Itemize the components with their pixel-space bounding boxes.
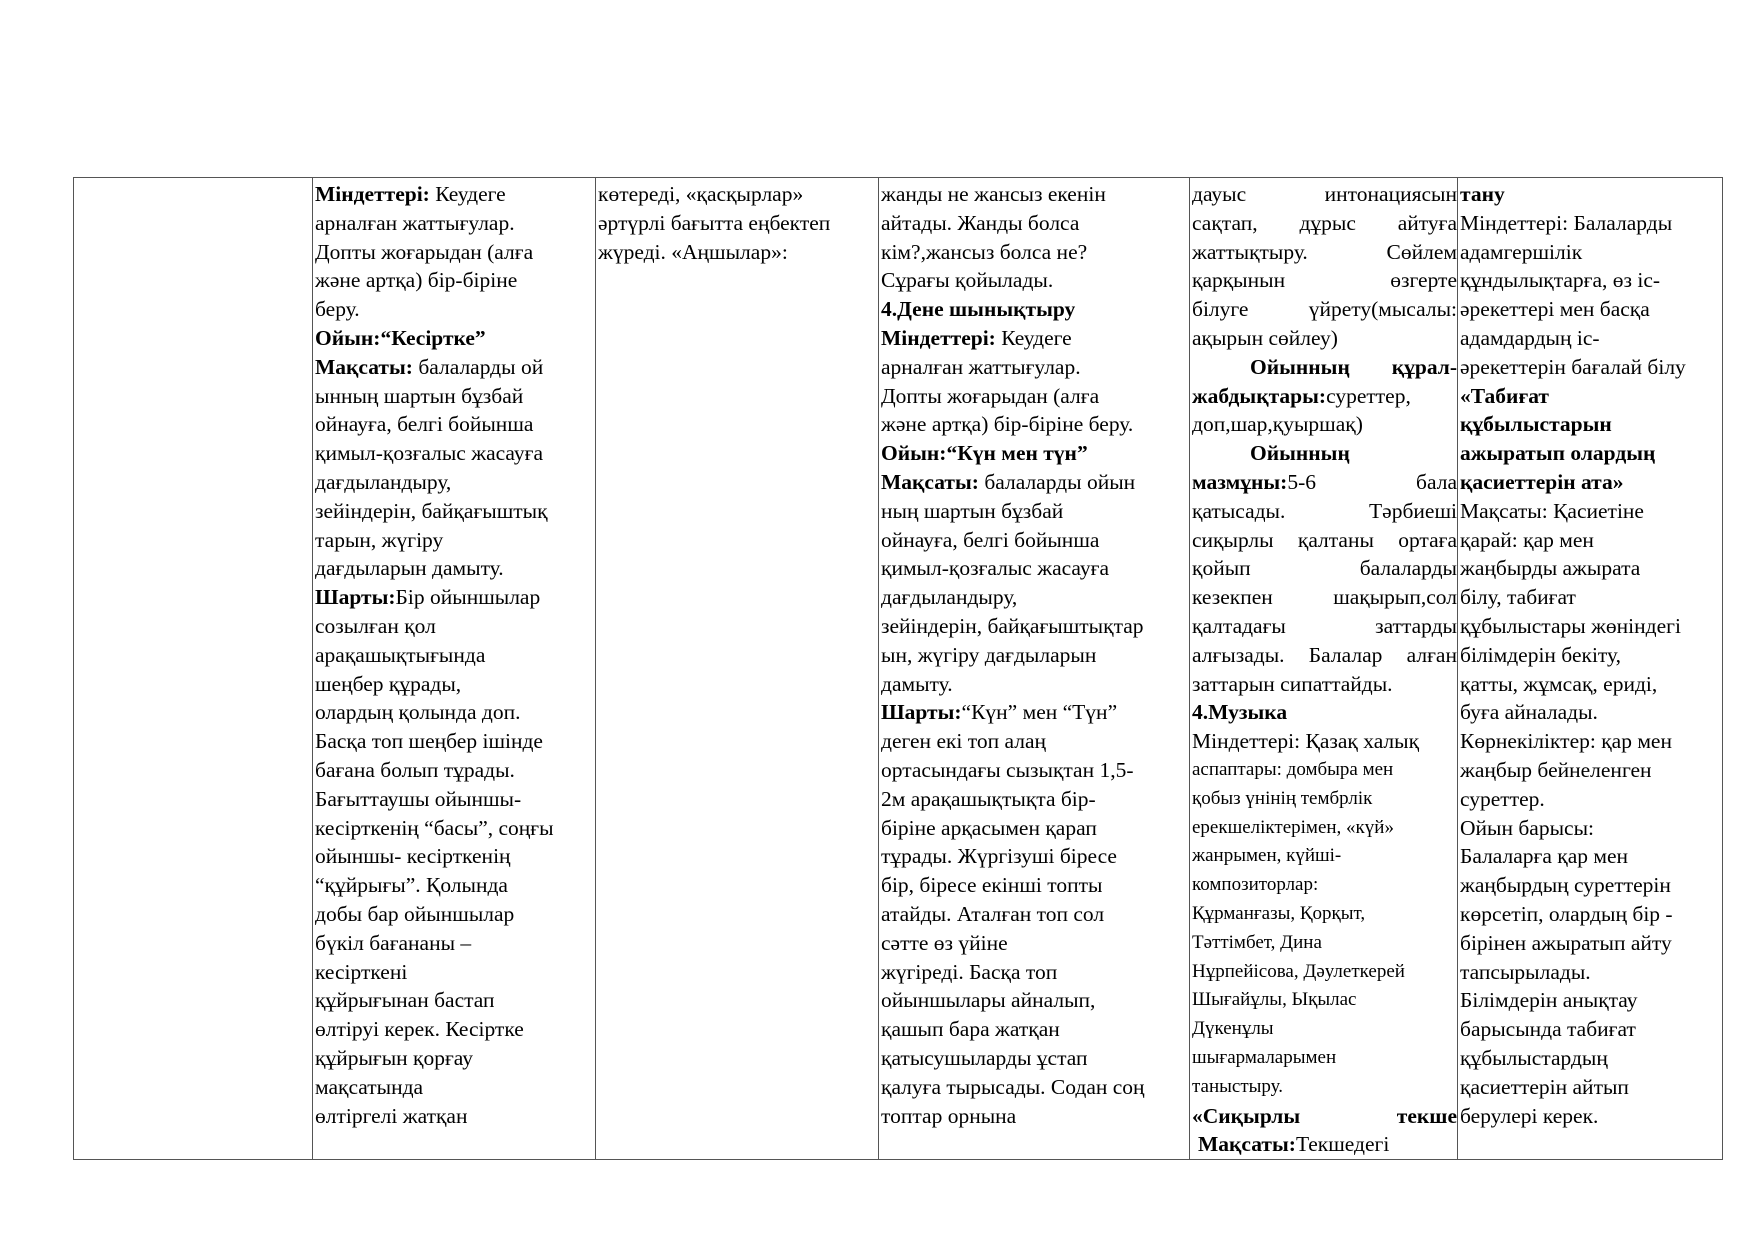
table-cell-col6 — [1458, 178, 1723, 1160]
text-line — [1192, 468, 1457, 497]
text-line — [881, 842, 1189, 871]
text-line — [1192, 814, 1457, 843]
text-line — [1460, 238, 1722, 267]
text-line — [1192, 1102, 1457, 1131]
text: балаларды ой — [412, 354, 544, 379]
text-line — [881, 1073, 1189, 1102]
text-line — [1192, 295, 1457, 324]
text: Дүкенұлы — [1192, 1018, 1274, 1040]
text-line — [1192, 785, 1457, 814]
text: ын, жүгіру дағдыларын — [881, 642, 1097, 667]
text: Ойын барысы: — [1460, 815, 1594, 840]
text: біріне арқасымен қарап — [881, 815, 1097, 840]
text-line — [1460, 1015, 1722, 1044]
text-line — [1460, 641, 1722, 670]
text: балаларды ойын — [978, 469, 1136, 494]
text: жаңбырдың суреттерін — [1460, 873, 1671, 898]
text: құйрығынан бастап — [315, 988, 495, 1013]
text: сақтап, дұрыс айтуға — [1192, 210, 1457, 235]
text: қарай: қар мен — [1460, 527, 1594, 552]
text-line — [881, 410, 1189, 439]
text-line — [315, 929, 595, 958]
bold-text: Шарты: — [881, 700, 962, 725]
text-line — [881, 958, 1189, 987]
text: білімдерін бекіту, — [1460, 642, 1622, 667]
bold-text: құбылыстарын — [1460, 412, 1612, 437]
text-line — [1192, 670, 1457, 699]
text-line — [1192, 324, 1457, 353]
text-line — [881, 266, 1189, 295]
text: “Күн” мен “Түн” — [961, 700, 1118, 725]
text: бағана болып тұрады. — [315, 757, 515, 782]
bold-text: 4.Музыка — [1192, 700, 1288, 725]
text-line — [1192, 958, 1457, 987]
text-line — [1192, 497, 1457, 526]
text: бүкіл бағананы – — [315, 930, 472, 955]
text: кесірткені — [315, 959, 408, 984]
text-line — [1460, 756, 1722, 785]
text-line — [598, 180, 878, 209]
text-line — [881, 238, 1189, 267]
text-line — [881, 785, 1189, 814]
text: Нұрпейісова, Дәулеткерей — [1192, 960, 1405, 982]
text-line — [1192, 871, 1457, 900]
text: және артқа) бір-біріне — [315, 268, 518, 293]
text: Допты жоғарыдан (алға — [881, 383, 1100, 408]
text-line — [881, 986, 1189, 1015]
table-cell-col4 — [879, 178, 1190, 1160]
text: жанрымен, күйші- — [1192, 845, 1342, 867]
text-line — [1192, 583, 1457, 612]
text-line — [315, 756, 595, 785]
text: созылған қол — [315, 613, 436, 638]
text-line — [1460, 583, 1722, 612]
text: қарқынын өзгерте — [1192, 268, 1457, 293]
text-line — [881, 698, 1189, 727]
text-line — [1192, 756, 1457, 785]
text-line — [315, 497, 595, 526]
text: Көрнекіліктер: қар мен — [1460, 729, 1672, 754]
text-line — [1460, 266, 1722, 295]
table-row — [74, 178, 1723, 1160]
text-line — [1192, 900, 1457, 929]
text-line — [315, 1102, 595, 1131]
text: Құрманғазы, Қорқыт, — [1192, 902, 1366, 924]
text: жүреді. «Аңшылар»: — [598, 239, 788, 264]
text: қатысады. Тәрбиеші — [1192, 498, 1457, 523]
text-line — [1460, 526, 1722, 555]
text-line — [315, 986, 595, 1015]
text: өлтіргелі жатқан — [315, 1103, 468, 1128]
text-line — [881, 353, 1189, 382]
text: қойып балаларды — [1192, 556, 1457, 581]
text: композиторлар: — [1192, 874, 1319, 896]
text-line — [881, 670, 1189, 699]
text: жаңбыр бейнеленген — [1460, 757, 1652, 782]
text-line — [1460, 842, 1722, 871]
text-line — [881, 641, 1189, 670]
text-line — [1192, 554, 1457, 583]
text: барысында табиғат — [1460, 1017, 1636, 1042]
text: аспаптары: домбыра мен — [1192, 758, 1394, 780]
text: Текшедегі — [1295, 1132, 1390, 1157]
text: сиқырлы қалтаны ортаға — [1192, 527, 1457, 552]
text: дағдыландыру, — [881, 585, 1018, 610]
text-line — [1192, 986, 1457, 1015]
text: “құйрығы”. Қолында — [315, 873, 508, 898]
text-line — [881, 295, 1189, 324]
text-line — [315, 238, 595, 267]
text-line — [1460, 382, 1722, 411]
text: ойыншылары айналып, — [881, 988, 1096, 1013]
text: әрекеттерін бағалай білу — [1460, 354, 1686, 379]
text-line — [881, 180, 1189, 209]
text-line — [598, 238, 878, 267]
text: жанды не жансыз екенін — [881, 182, 1106, 206]
text-line — [881, 497, 1189, 526]
text: Балаларға қар мен — [1460, 844, 1629, 869]
text-line — [1192, 1073, 1457, 1102]
text: жаттықтыру. Сөйлем — [1192, 239, 1457, 264]
table-cell-col3 — [596, 178, 879, 1160]
text-line — [1192, 209, 1457, 238]
text-line — [1460, 439, 1722, 468]
text: Бағыттаушы ойыншы- — [315, 786, 522, 811]
text: арналған жаттығулар. — [881, 354, 1081, 379]
bold-text: Мақсаты: — [1198, 1132, 1296, 1157]
bold-text: Шарты: — [315, 585, 396, 610]
text: әрекеттері мен басқа — [1460, 297, 1650, 322]
text: адамдардың іс- — [1460, 325, 1600, 350]
text-line — [315, 958, 595, 987]
text-line — [881, 554, 1189, 583]
text-line — [1460, 698, 1722, 727]
table-cell-col1 — [74, 178, 313, 1160]
text-line — [1460, 1102, 1722, 1131]
text-line — [315, 698, 595, 727]
text: буға айналады. — [1460, 700, 1598, 725]
text-line — [315, 814, 595, 843]
text-line — [1192, 1130, 1457, 1159]
text-line — [315, 439, 595, 468]
text: ерекшеліктерімен, «күй» — [1192, 816, 1394, 838]
text: Бір ойыншылар — [395, 585, 541, 610]
text: дағдыларын дамыту. — [315, 556, 504, 581]
bold-text: Мақсаты: — [315, 354, 413, 379]
text: Допты жоғарыдан (алға — [315, 239, 534, 264]
text: добы бар ойыншылар — [315, 901, 515, 926]
text-line — [315, 670, 595, 699]
text: шығармаларымен — [1192, 1046, 1337, 1068]
text-line — [1460, 670, 1722, 699]
text-line — [315, 382, 595, 411]
text-line — [1460, 295, 1722, 324]
text: таныстыру. — [1192, 1075, 1284, 1097]
text: дауыс интонациясын — [1192, 182, 1457, 206]
text: дамыту. — [881, 671, 953, 696]
bold-text: «Табиғат — [1460, 383, 1549, 408]
text: қимыл-қозғалыс жасауға — [881, 556, 1109, 581]
text: алғызады. Балалар алған — [1192, 642, 1457, 667]
text: заттарын сипаттайды. — [1192, 671, 1393, 696]
text-line — [1460, 468, 1722, 497]
text-line — [1460, 324, 1722, 353]
text-line — [881, 439, 1189, 468]
text-line — [1192, 842, 1457, 871]
text-line — [881, 324, 1189, 353]
text-line — [881, 900, 1189, 929]
text: бірінен ажыратып айту — [1460, 930, 1672, 955]
text-line — [315, 554, 595, 583]
text: тұрады. Жүргізуші біресе — [881, 844, 1117, 869]
text-line — [1460, 986, 1722, 1015]
text: тарын, жүгіру — [315, 527, 444, 552]
text-line — [315, 1073, 595, 1102]
text-line — [1460, 1044, 1722, 1073]
text: кесірткенің “басы”, соңғы — [315, 815, 554, 840]
text-line — [1192, 1044, 1457, 1073]
bold-text: Ойын:“Күн мен түн” — [881, 441, 1088, 466]
text-line — [315, 209, 595, 238]
text: ынның шартын бұзбай — [315, 383, 524, 408]
text: Міндеттері: Қазақ халық — [1192, 729, 1420, 754]
table-cell-col5 — [1190, 178, 1458, 1160]
text-line — [881, 209, 1189, 238]
bold-text: қасиеттерін ата» — [1460, 469, 1624, 494]
text: Басқа топ шеңбер ішінде — [315, 729, 543, 754]
bold-text: 4.Дене шынықтыру — [881, 297, 1076, 322]
text: Міндеттері: Балаларды — [1460, 210, 1673, 235]
text-line — [1460, 727, 1722, 756]
text: құбылыстардың — [1460, 1045, 1608, 1070]
text: тапсырылады. — [1460, 959, 1591, 984]
bold-text: «Сиқырлы текше — [1192, 1103, 1457, 1128]
text-line — [315, 871, 595, 900]
text: жаңбырды ажырата — [1460, 556, 1641, 581]
text: Сұрағы қойылады. — [881, 268, 1054, 293]
text: құйрығын қорғау — [315, 1045, 474, 1070]
text: Шығайұлы, Ықылас — [1192, 989, 1357, 1011]
bold-text: мазмұны: — [1192, 469, 1288, 494]
text-line — [1460, 871, 1722, 900]
text-line — [315, 468, 595, 497]
text-line — [1460, 410, 1722, 439]
text-line — [881, 1015, 1189, 1044]
text: топтар орнына — [881, 1103, 1017, 1128]
text: қалуға тырысады. Содан соң — [881, 1074, 1145, 1099]
bold-text: Ойын:“Кесіртке” — [315, 325, 486, 350]
text-line — [881, 756, 1189, 785]
text: Кеудеге — [995, 325, 1072, 350]
text: адамгершілік — [1460, 239, 1583, 264]
text-line — [1192, 439, 1457, 468]
text-line — [315, 842, 595, 871]
text-line — [881, 526, 1189, 555]
text: қатты, жұмсақ, ериді, — [1460, 671, 1658, 696]
text: Кеудеге — [429, 182, 506, 206]
text-line — [1192, 727, 1457, 756]
text: ойнауға, белгі бойынша — [881, 527, 1100, 552]
text: әртүрлі бағытта еңбектеп — [598, 210, 831, 235]
text: суреттер, — [1326, 383, 1411, 408]
text: 5-6 бала — [1287, 469, 1457, 494]
text-line — [881, 871, 1189, 900]
text: қасиеттерін айтып — [1460, 1074, 1629, 1099]
text-line — [1192, 1015, 1457, 1044]
text-line — [1192, 526, 1457, 555]
text: ортасындағы сызықтан 1,5- — [881, 757, 1134, 782]
text-line — [1460, 1073, 1722, 1102]
text-line — [315, 180, 595, 209]
text-line — [1192, 382, 1457, 411]
text-line — [315, 785, 595, 814]
text: құндылықтарға, өз іс- — [1460, 268, 1661, 293]
text: қалтадағы заттарды — [1192, 613, 1457, 638]
text: Тәттімбет, Дина — [1192, 931, 1322, 953]
text-line — [1460, 180, 1722, 209]
text: атайды. Аталған топ сол — [881, 901, 1105, 926]
text-line — [1192, 929, 1457, 958]
bold-text: Мақсаты: — [881, 469, 979, 494]
text: сәтте өз үйіне — [881, 930, 1008, 955]
text-line — [881, 929, 1189, 958]
text: берулері керек. — [1460, 1103, 1599, 1128]
text: кім?,жансыз болса не? — [881, 239, 1088, 264]
text: көтереді, «қасқырлар» — [598, 182, 804, 206]
text-line — [1460, 900, 1722, 929]
text: бір, біресе екінші топты — [881, 873, 1103, 898]
text: Білімдерін анықтау — [1460, 988, 1638, 1013]
text-line — [315, 526, 595, 555]
text: беру. — [315, 297, 360, 322]
text-line — [1192, 410, 1457, 439]
text: білуге үйрету(мысалы: — [1192, 297, 1457, 322]
text-line — [1460, 497, 1722, 526]
text-line — [881, 1044, 1189, 1073]
text-line — [315, 266, 595, 295]
text-line — [1460, 209, 1722, 238]
text: қатысушыларды ұстап — [881, 1045, 1088, 1070]
text: ның шартын бұзбай — [881, 498, 1064, 523]
text-line — [1192, 698, 1457, 727]
bold-text: тану — [1460, 182, 1505, 206]
text: дағдыландыру, — [315, 469, 452, 494]
bold-text: Міндеттері: — [315, 182, 430, 206]
text-line — [315, 727, 595, 756]
text-line — [315, 324, 595, 353]
text-line — [315, 612, 595, 641]
text: арақашықтығында — [315, 642, 486, 667]
text: доп,шар,қуыршақ) — [1192, 412, 1363, 437]
text-line — [881, 727, 1189, 756]
text-line — [315, 641, 595, 670]
bold-text: Міндеттері: — [881, 325, 996, 350]
text: қашып бара жатқан — [881, 1017, 1060, 1042]
text: арналған жаттығулар. — [315, 210, 515, 235]
text-line — [1192, 266, 1457, 295]
bold-text: ажыратып олардың — [1460, 441, 1656, 466]
text: қобыз үнінің тембрлік — [1192, 787, 1373, 809]
text-line — [1460, 353, 1722, 382]
text-line — [1460, 554, 1722, 583]
text: деген екі топ алаң — [881, 729, 1047, 754]
text-line — [1460, 958, 1722, 987]
text: білу, табиғат — [1460, 585, 1576, 610]
text-line — [881, 612, 1189, 641]
text-line — [315, 353, 595, 382]
text-line — [881, 583, 1189, 612]
text: көрсетіп, олардың бір - — [1460, 901, 1673, 926]
text: мақсатында — [315, 1074, 424, 1099]
text-line — [1192, 238, 1457, 267]
bold-text: жабдықтары: — [1192, 383, 1327, 408]
text-line — [881, 382, 1189, 411]
text-line — [315, 1044, 595, 1073]
text: шеңбер құрады, — [315, 671, 462, 696]
text-line — [1192, 641, 1457, 670]
table-cell-col2 — [313, 178, 596, 1160]
text-line — [881, 1102, 1189, 1131]
text: ойнауға, белгі бойынша — [315, 412, 534, 437]
text: олардың қолында доп. — [315, 700, 521, 725]
text: айтады. Жанды болса — [881, 210, 1080, 235]
text: зейіндерін, байқағыштықтар — [881, 613, 1144, 638]
text: құбылыстары жөніндегі — [1460, 613, 1681, 638]
text-line — [315, 583, 595, 612]
text-line — [598, 209, 878, 238]
text: қимыл-қозғалыс жасауға — [315, 441, 543, 466]
text-line — [315, 900, 595, 929]
text-line — [881, 468, 1189, 497]
text-line — [1192, 353, 1457, 382]
bold-text: Ойынның — [1250, 441, 1350, 466]
text: және артқа) бір-біріне беру. — [881, 412, 1134, 437]
text-line — [1192, 180, 1457, 209]
text-line — [1460, 785, 1722, 814]
text: 2м арақашықтықта бір- — [881, 786, 1096, 811]
text-line — [1460, 612, 1722, 641]
text: өлтіруі керек. Кесіртке — [315, 1017, 524, 1042]
text-line — [315, 1015, 595, 1044]
text: Мақсаты: Қасиетіне — [1460, 498, 1644, 523]
text-line — [1460, 814, 1722, 843]
bold-text: Ойынның құрал- — [1250, 354, 1457, 379]
text: зейіндерін, байқағыштық — [315, 498, 548, 523]
text: жүгіреді. Басқа топ — [881, 959, 1058, 984]
text: кезекпен шақырып,сол — [1192, 585, 1457, 610]
text-line — [1460, 929, 1722, 958]
text: суреттер. — [1460, 786, 1545, 811]
text-line — [315, 410, 595, 439]
text-line — [1192, 612, 1457, 641]
text: ойыншы- кесірткенің — [315, 844, 511, 869]
text-line — [315, 295, 595, 324]
text-line — [881, 814, 1189, 843]
plan-table — [73, 177, 1723, 1160]
text: ақырын сөйлеу) — [1192, 325, 1338, 350]
